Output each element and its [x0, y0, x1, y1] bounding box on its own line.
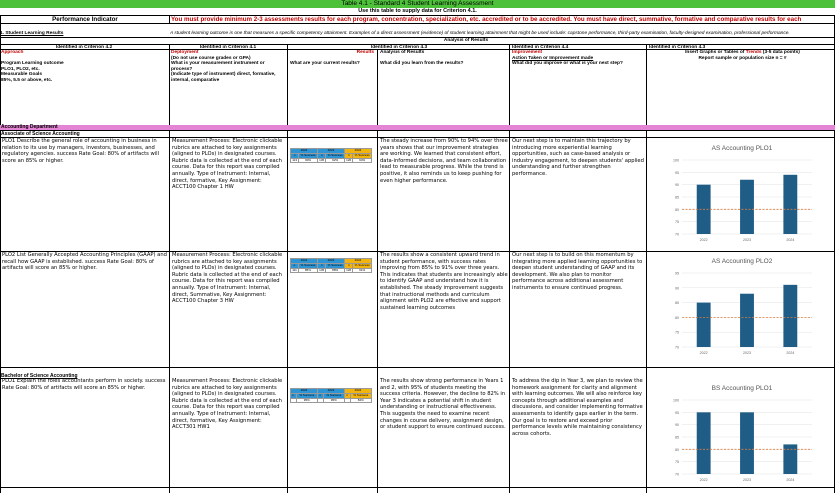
x-tick-label: 2022	[699, 238, 708, 242]
results-mini-table	[290, 388, 372, 403]
row-separator	[0, 367, 835, 368]
deployment-note: (Do not use course grades or GPA)	[171, 55, 251, 61]
col-divider	[169, 44, 170, 493]
y-tick-label: 80	[675, 207, 679, 212]
criterion-4-1: Identified in Criterion 4.1	[199, 45, 257, 50]
row-separator	[0, 487, 835, 488]
mini-head-cell: n	[291, 263, 299, 268]
analysis-of-results-header: Analysis of Results	[443, 38, 489, 43]
improvement-text: Our next step is to maintain this trajectory by introducing more experiential learning opportunities, such as case-based analysis or industry engagement, to deepen students' applied understanding and further strengthen performance.	[512, 138, 644, 177]
mini-value-cell: 88%	[326, 268, 345, 273]
improve-question: What did you improve or what is your next step?	[512, 61, 623, 66]
performance-indicator-label: Performance Indicator	[1, 16, 170, 23]
x-tick-label: 2023	[743, 351, 751, 355]
mini-year-cell: 2024	[345, 259, 372, 264]
mini-value-cell: 95%	[296, 398, 317, 403]
bar	[783, 444, 797, 474]
measurable-goals-header: Measurable Goals	[1, 72, 43, 77]
program-bs: Bachelor of Science Accounting	[1, 373, 78, 379]
mini-head-cell: % Success	[354, 152, 370, 157]
criterion-4-4: Identified in Criterion 4.4	[512, 45, 569, 50]
instrument-note: (Indicate type of instrument) direct, formative, internal, comparative	[171, 72, 276, 83]
report-sample-header: Report sample or population size n = #	[698, 55, 787, 61]
mini-results-table	[290, 148, 372, 163]
criterion-4-2: Identified in Criterion 4.2	[55, 45, 113, 50]
x-tick-label: 2022	[699, 478, 708, 482]
chart-as-plo2	[666, 253, 818, 357]
improvement-subheader: Action Taken or Improvement made	[512, 55, 594, 61]
student-learning-results-row	[0, 30, 835, 38]
program-as: Associate of Science Accounting	[0, 130, 835, 137]
approach-header: Approach	[1, 50, 24, 55]
mini-value-cell: 126	[346, 157, 352, 162]
mini-head-cell: n	[346, 392, 349, 397]
mini-value-cell: 111	[292, 267, 297, 272]
department-name: Accounting Department	[1, 124, 58, 130]
mini-head-cell: n	[345, 153, 353, 158]
mini-value-cell: 95%	[323, 398, 344, 403]
col-divider	[287, 44, 288, 493]
mini-value-cell: 145	[319, 157, 325, 162]
measurement-text: Measurement Process: Electronic clickable rubrics are attached to key assignments (aligned to PLOs) in designated courses. Rubric data is collected at the end of each course. Data for this report was compiled annually. Type of Instrument: Internal, direct, formative, Key Assignment: ACCT301 HW1	[172, 378, 283, 431]
y-tick-label: 95	[675, 170, 679, 175]
measurement-text: Measurement Process: Electronic clickable rubrics are attached to key assignments (aligned to PLOs) in designated courses. Rubric data is collected at the end of each course. Data for this report was compiled annually. Type of Instrument: Internal, direct, formative, Key Assignment: ACCT100 Chapter 1 HW	[172, 138, 283, 191]
chart-bs-plo1	[666, 380, 818, 484]
mini-head-cell: % Success	[350, 393, 371, 398]
mini-year-cell: 2022	[291, 259, 318, 264]
learn-question: What did you learn from the results?	[380, 61, 464, 66]
plo-text: PLO2 List Generally Accepted Accounting Principles (GAAP) and recall how GAAP is established. success Rate Goal: 80% of artifacts will score an 85% or higher.	[2, 252, 167, 272]
slr-label: 1. Student Learning Results	[0, 31, 64, 36]
mini-value-cell: 113	[292, 157, 297, 162]
y-tick-label: 100	[673, 158, 679, 163]
plo-outcome-header: Program Learning outcome	[1, 61, 64, 66]
mini-value-cell: 82%	[350, 398, 371, 403]
y-tick-label: 80	[675, 315, 679, 320]
bar	[783, 285, 797, 347]
mini-value-cell: 126	[346, 267, 352, 272]
chart-as-plo1	[666, 140, 818, 244]
mini-year-cell: 2022	[291, 149, 318, 154]
y-tick-label: 90	[675, 286, 679, 291]
mini-head-cell: n	[345, 263, 353, 268]
y-tick-label: 100	[673, 398, 679, 403]
bar-chart-svg	[666, 380, 818, 484]
mini-year-cell: 2024	[345, 389, 372, 394]
instruction-note: You must provide minimum 2-3 assessments results for each program, concentration, specialization, etc. accredited or to be accredited. You must have direct, summative, formative and comparative results for each	[171, 16, 802, 23]
mini-results-table	[290, 388, 372, 403]
analysis-text: The steady increase from 90% to 94% over three years shows that our improvement strategies are working. We learned that consistent effort, data-informed decisions, and team collaboration lead to measurable progress. While the trend is positive, it also reminds us to keep pushing for even higher performance.	[380, 138, 508, 184]
plo-text: PLO1 Explain the roles accountants perform in society. success Rate Goal: 80% of artifacts will score an 85% or higher.	[2, 378, 166, 391]
slr-description: A student learning outcome is one that measures a specific competency attainment. Examples of a direct assessment (evidence) of student learning attainment that might be used include: capstone performance, third-party examination, faculty-designed examination, professional performance.	[170, 31, 790, 36]
results-question: What are your current results?	[290, 61, 360, 66]
plo-text: PLO1 Describe the general role of accounting in business in relation to its use by managers, investors, businesses, and regulatory agencies. success Rate Goal: 80% of artifacts will score an 85% or higher.	[2, 138, 160, 164]
x-tick-label: 2022	[699, 351, 708, 355]
bar	[740, 180, 754, 234]
y-tick-label: 95	[675, 410, 679, 415]
bar	[697, 412, 711, 474]
bar	[697, 303, 711, 347]
mini-value-cell: 145	[319, 267, 325, 272]
criterion-4-3-b: Identified in Criterion 4.3	[649, 45, 706, 50]
y-tick-label: 75	[675, 220, 679, 225]
table-subtitle: Use this table to supply data for Criterion 4.1.	[358, 8, 477, 14]
mini-year-cell: 2024	[345, 149, 372, 154]
improvement-text: Our next step is to build on this momentum by integrating more applied learning opportunities to deepen student understanding of GAAP and its development. We also plan to monitor performance across additional assessment instruments to ensure continued progress.	[512, 252, 643, 291]
bar	[783, 175, 797, 234]
mini-year-cell: 2023	[318, 259, 345, 264]
y-tick-label: 70	[675, 472, 679, 477]
col-divider	[0, 15, 1, 493]
y-tick-label: 85	[675, 435, 679, 440]
x-tick-label: 2023	[743, 478, 751, 482]
mini-head-cell: % Success	[300, 152, 316, 157]
mini-head-cell: % Success	[296, 393, 317, 398]
analysis-text: The results show strong performance in Years 1 and 2, with 95% of students meeting the success criteria. However, the decline to 82% in Year 3 indicates a potential shift in student understanding or instructional effectiveness. This suggests the need to examine recent changes in course delivery, assignment design, or student support to ensure continued success.	[380, 378, 506, 431]
mini-value-cell: 90%	[299, 158, 318, 163]
y-tick-label: 95	[675, 271, 679, 276]
y-tick-label: 90	[675, 183, 679, 188]
x-tick-label: 2024	[786, 238, 795, 242]
mini-head-cell: % Success	[327, 262, 343, 267]
col-divider	[377, 50, 378, 493]
y-tick-label: 85	[675, 195, 679, 200]
mini-year-cell: 2023	[318, 389, 345, 394]
graphs-header: Insert Graphs or Tables of Trends (3-5 data points)	[685, 50, 800, 55]
mini-year-cell: 2023	[318, 149, 345, 154]
mini-head-cell: % Success	[323, 393, 344, 398]
mini-value-cell: 94%	[353, 158, 372, 163]
mini-year-cell: 2022	[291, 389, 318, 394]
improvement-header: Improvement	[512, 50, 543, 55]
instrument-question: What is your measurement instrument or process?	[171, 61, 265, 72]
chart-title: BS Accounting PLO1	[711, 385, 773, 392]
x-tick-label: 2023	[743, 238, 751, 242]
y-tick-label: 80	[675, 447, 679, 452]
mini-results-table	[290, 258, 372, 273]
mini-head-cell: % Success	[299, 263, 318, 268]
mini-head-cell: n	[292, 392, 295, 397]
bar	[740, 412, 754, 474]
chart-title: AS Accounting PLO1	[711, 145, 773, 152]
results-mini-table	[290, 258, 372, 273]
mini-head-cell: % Success	[354, 262, 370, 267]
table-title: Table 4.1 - Standard 4 Student Learning Assessment	[0, 0, 835, 8]
mini-value-cell: 92%	[326, 158, 345, 163]
results-header: Results	[356, 50, 374, 55]
y-tick-label: 85	[675, 301, 679, 306]
plo-examples: PLO1, PLO2, etc.	[1, 66, 40, 72]
col-divider	[646, 44, 647, 493]
analysis-text: The results show a consistent upward trend in student performance, with success rates improving from 85% to 91% over three years. This indicates that students are increasingly able to identify GAAP and understand how it is established. The steady improvement suggests that instructional methods and curriculum alignment with PLO2 are effective and support sustained learning outcomes	[380, 252, 508, 311]
performance-indicator-row	[0, 15, 835, 24]
bar-chart-svg	[666, 140, 818, 244]
goals-example: 85%, 5.5 or above, etc.	[1, 77, 53, 83]
x-tick-label: 2024	[786, 351, 795, 355]
mini-head-cell: % Success	[327, 152, 343, 157]
y-tick-label: 90	[675, 423, 679, 428]
mini-value-cell: 91%	[353, 268, 372, 273]
mini-head-cell: n	[319, 392, 322, 397]
bar	[740, 294, 754, 347]
bar-chart-svg	[666, 253, 818, 357]
improvement-text: To address the dip in Year 3, we plan to review the homework assignment for clarity and alignment with learning outcomes. We will also reinforce key concepts through additional examples and discussions, and consider implementing formative assessments to identify gaps earlier in the term. Our goal is to restore and exceed prior performance levels while maintaining consistency across cohorts.	[512, 378, 643, 437]
mini-head-cell: n	[318, 263, 326, 268]
y-tick-label: 75	[675, 460, 679, 465]
column-headers	[0, 50, 835, 119]
col-divider	[509, 44, 510, 493]
x-tick-label: 2024	[786, 478, 795, 482]
analysis-header: Analysis of Results	[380, 50, 425, 55]
y-tick-label: 75	[675, 330, 679, 335]
measurement-text: Measurement Process: Electronic clickable rubrics are attached to key assignments (aligned to PLOs) in designated courses. Rubric data is collected at the end of each course. Data for this report was compiled annually. Type of Instrument: Internal, direct, Summative, Key Assignment: ACCT100 Chapter 3 HW	[172, 252, 283, 305]
y-tick-label: 70	[675, 232, 679, 237]
y-tick-label: 70	[675, 345, 679, 350]
mini-value-cell: 85%	[299, 268, 318, 273]
results-mini-table	[290, 148, 372, 163]
deployment-header: Deployment	[171, 50, 199, 55]
chart-title: AS Accounting PLO2	[711, 258, 773, 265]
mini-head-cell: n	[318, 153, 326, 158]
mini-head-cell: n	[291, 153, 299, 158]
criterion-4-3-a: Identified in Criterion 4.3	[370, 45, 428, 50]
